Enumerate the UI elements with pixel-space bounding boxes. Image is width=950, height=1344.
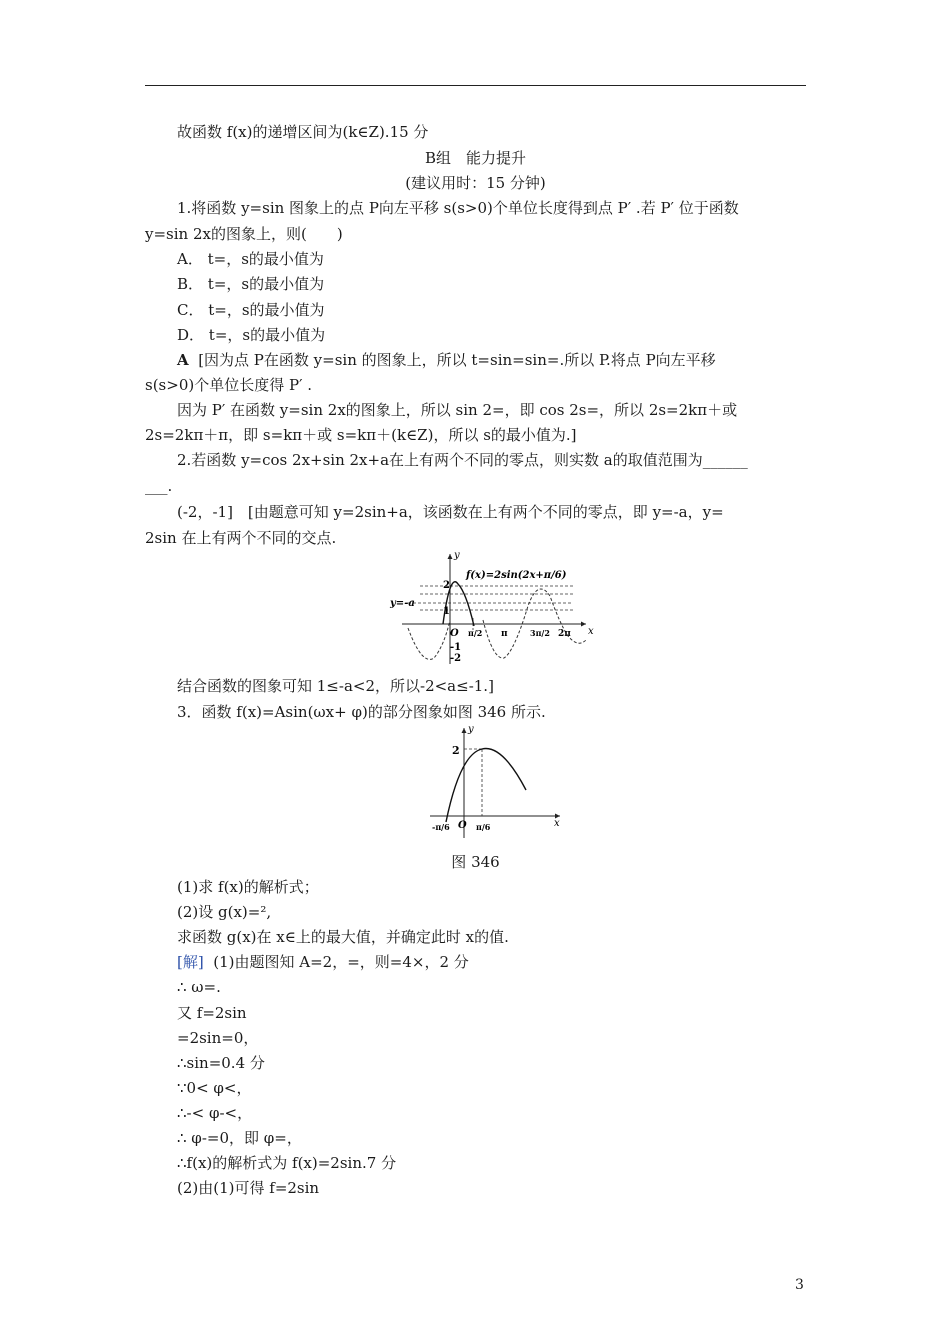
origin-label: O <box>458 820 467 831</box>
tick-x-2pi: 2π <box>558 629 571 639</box>
section-subtitle: (建议用时：15 分钟) <box>405 174 546 192</box>
figure-sinusoid <box>388 548 598 668</box>
q1-option-c: C． t=，s的最小值为 <box>177 301 325 319</box>
x-axis-label: x <box>554 818 560 829</box>
q3-solution-line8: ∴ φ-=0，即 φ=， <box>177 1129 302 1147</box>
tick-y-neg2: -2 <box>450 653 462 664</box>
prev-conclusion: 故函数 f(x)的递增区间为(k∈Z).15 分 <box>177 123 429 141</box>
q3-solution-line7: ∴-< φ-<， <box>177 1104 253 1122</box>
q1-solution-line2: s(s>0)个单位长度得 P′ . <box>145 376 313 394</box>
origin-label: O <box>450 628 459 639</box>
q1-option-a: A． t=，s的最小值为 <box>177 250 324 268</box>
q3-stem: 3．函数 f(x)=Asin(ωx+ φ)的部分图象如图 346 所示. <box>177 703 546 721</box>
q3-solution-line4: =2sin=0， <box>177 1029 259 1047</box>
solution-tag: [解] <box>177 953 204 971</box>
sine-curve <box>446 749 526 822</box>
q1-option-d: D． t=，s的最小值为 <box>177 326 326 344</box>
q3-solution-line6: ∵0< φ<， <box>177 1079 252 1097</box>
q3-solution-line5: ∴sin=0.4 分 <box>177 1054 265 1072</box>
q1-solution-line4: 2s=2kπ＋π，即 s=kπ＋或 s=kπ＋(k∈Z)，所以 s的最小值为.] <box>145 426 577 444</box>
y-axis-arrow <box>462 728 467 733</box>
q3-part2-cont: 求函数 g(x)在 x∈上的最大值，并确定此时 x的值. <box>177 928 509 946</box>
q2-stem-line2: ___. <box>145 477 173 495</box>
tick-y-2: 2 <box>443 580 450 591</box>
q3-solution-line3: 又 f=2sin <box>177 1004 247 1022</box>
header-rule <box>145 85 806 86</box>
q1-stem-line1: 1.将函数 y=sin 图象上的点 P向左平移 s(s>0)个单位长度得到点 P′ .若 P′ 位于函数 <box>177 199 739 217</box>
tick-y-neg1: -1 <box>450 642 462 653</box>
y-axis-arrow <box>448 554 453 559</box>
q1-solution-text: [因为点 P在函数 y=sin 的图象上，所以 t=sin=sin=.所以 P.将点 P向左平移 <box>198 351 716 369</box>
x-axis-arrow <box>581 622 586 627</box>
q3-solution-line2: ∴ ω=. <box>177 978 221 996</box>
section-title: B组 能力提升 <box>424 149 527 167</box>
q1-option-b: B． t=，s的最小值为 <box>177 275 325 293</box>
q3-solution-line1 <box>177 952 469 972</box>
page-number: 3 <box>795 1277 804 1293</box>
figure-caption: 图 346 <box>451 853 500 871</box>
x-axis-label: x <box>588 626 594 637</box>
tick-y-1: 1 <box>443 606 450 617</box>
q3-part1: (1)求 f(x)的解析式； <box>177 878 319 896</box>
q2-solution-line1: (-2，-1] [由题意可知 y=2sin+a，该函数在上有两个不同的零点，即 y=-a，y= <box>177 503 724 521</box>
tick-x-pi: π <box>501 629 508 639</box>
q1-solution-line1 <box>177 350 716 370</box>
q2-solution-line2: 2sin 在上有两个不同的交点. <box>145 529 337 547</box>
q1-solution-line3: 因为 P′ 在函数 y=sin 2x的图象上，所以 sin 2=，即 cos 2s=，所以 2s=2kπ＋或 <box>177 401 738 419</box>
tick-pi-over-6: π/6 <box>476 822 491 832</box>
tick-x-pi-over-2: π/2 <box>468 628 483 638</box>
q3-part2: (2)设 g(x)=², <box>177 903 272 921</box>
q2-stem-line1: 2.若函数 y=cos 2x+sin 2x+a在上有两个不同的零点，则实数 a的取值范围为______ <box>177 451 748 469</box>
tick-x-3pi-over-2: 3π/2 <box>530 628 550 638</box>
solution-text: (1)由题图知 A=2，=，则=4×，2 分 <box>213 953 469 971</box>
y-axis-label: y <box>454 550 460 561</box>
q3-solution-line9: ∴f(x)的解析式为 f(x)=2sin.7 分 <box>177 1154 397 1172</box>
y-axis-label: y <box>468 724 474 735</box>
function-label: f(x)=2sin(2x+π/6) <box>466 570 567 581</box>
q2-conclusion: 结合函数的图象可知 1≤-a<2，所以-2<a≤-1.] <box>177 677 494 695</box>
ya-label: y=-a <box>390 598 415 609</box>
tick-neg-pi-over-6: -π/6 <box>432 822 450 832</box>
peak-value-label: 2 <box>452 744 460 757</box>
q1-answer-letter: A <box>177 351 189 369</box>
q3-solution-line10: (2)由(1)可得 f=2sin <box>177 1179 320 1197</box>
figure-346-graph <box>422 724 572 842</box>
q1-stem-line2: y=sin 2x的图象上，则( ) <box>145 225 343 243</box>
